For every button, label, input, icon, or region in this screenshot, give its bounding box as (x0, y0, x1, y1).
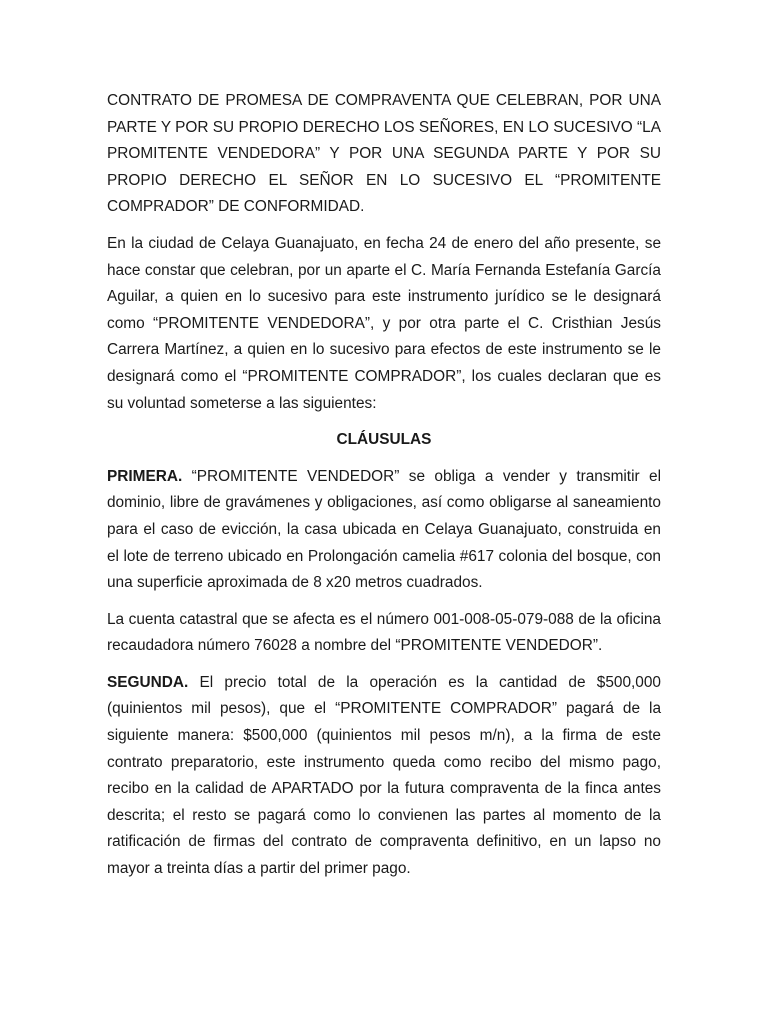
clause-primera (107, 464, 661, 597)
contract-intro: CONTRATO DE PROMESA DE COMPRAVENTA QUE CELEBRAN, POR UNA PARTE Y POR SU PROPIO DERECHO LOS SEÑORES, EN LO SUCESIVO “LA PROMITENTE VENDEDORA” Y POR UNA SEGUNDA PARTE Y POR SU PROPIO DERECHO EL SEÑOR EN LO SUCESIVO EL “PROMITENTE COMPRADOR” DE CONFORMIDAD. (107, 92, 661, 216)
contract-body (107, 88, 661, 893)
clauses-heading: CLÁUSULAS (336, 431, 432, 449)
contract-preamble: En la ciudad de Celaya Guanajuato, en fecha 24 de enero del año presente, se hace constar que celebran, por un aparte el C. María Fernanda Estefanía García Aguilar, a quien en lo sucesivo para este instrumento jurídico se le designará como “PROMITENTE VENDEDORA”, y por otra parte el C. Cristhian Jesús Carrera Martínez, a quien en lo sucesivo para efectos de este instrumento se le designará como el “PROMITENTE COMPRADOR”, los cuales declaran que es su voluntad someterse a las siguientes: (107, 234, 661, 412)
clause-primera-text: “PROMITENTE VENDEDOR” se obliga a vender y transmitir el dominio, libre de gravámenes y obligaciones, así como obligarse al saneamiento para el caso de evicción, la casa ubicada en Celaya Guanajuato, construida en el lote de terreno ubicado en Prolongación camelia #617 colonia del bosque, con una superficie aproximada de 8 x20 metros cuadrados. (107, 467, 661, 592)
clause-segunda (107, 670, 661, 883)
cadastral-paragraph: La cuenta catastral que se afecta es el número 001-008-05-079-088 de la oficina recaudadora número 76028 a nombre del “PROMITENTE VENDEDOR”. (107, 610, 661, 655)
clause-primera-label: PRIMERA. (107, 467, 183, 485)
clause-segunda-label: SEGUNDA. (107, 673, 189, 691)
clause-segunda-text: El precio total de la operación es la cantidad de $500,000 (quinientos mil pesos), que el “PROMITENTE COMPRADOR” pagará de la siguiente manera: $500,000 (quinientos mil pesos m/n), a la firma de este contrato preparatorio, este instrumento queda como recibo del mismo pago, recibo en la calidad de APARTADO por la futura compraventa de la finca antes descrita; el resto se pagará como lo convienen las partes al momento de la ratificación de firmas del contrato de compraventa definitivo, en un lapso no mayor a treinta días a partir del primer pago. (107, 673, 661, 878)
